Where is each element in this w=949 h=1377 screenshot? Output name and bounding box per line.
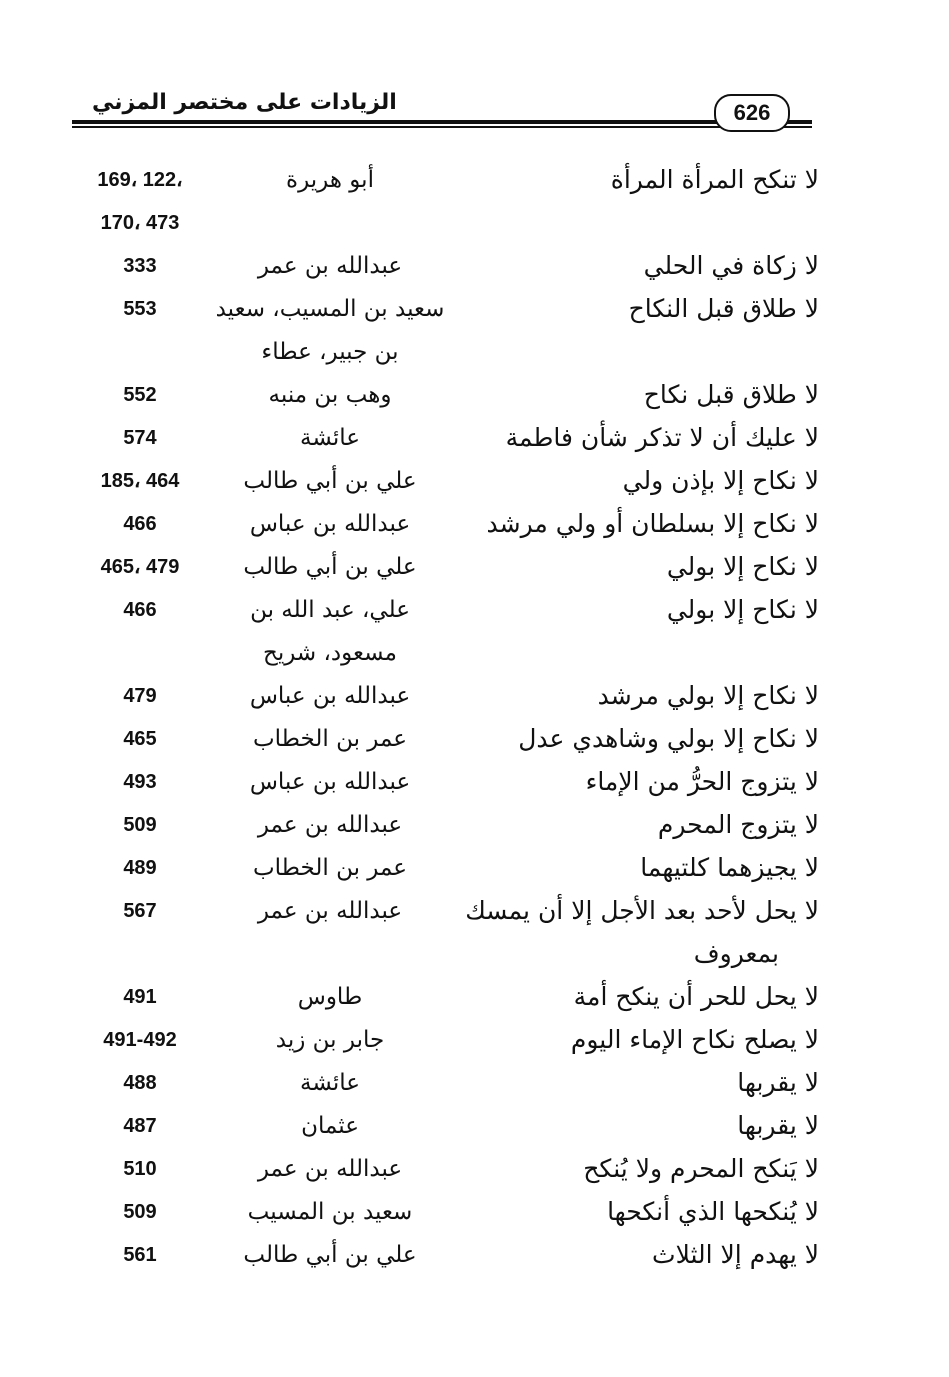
narrator-name: بن جبير، عطاء <box>261 339 399 365</box>
narrator-name: عبدالله بن عمر <box>257 898 403 924</box>
hadith-phrase: لا نكاح إلا بولي <box>666 595 819 624</box>
page-references: 333 <box>123 255 157 277</box>
narrator-name: عبدالله بن عباس <box>249 769 411 795</box>
narrator-name: وهب بن منبه <box>268 382 392 408</box>
hadith-phrase: لا يجيزهما كلتيهما <box>640 853 819 882</box>
page-references: 574 <box>123 427 157 449</box>
index-row <box>0 891 949 931</box>
index-row <box>0 504 949 544</box>
narrator-name: علي، عبد الله بن <box>250 597 410 623</box>
page-references: 466 <box>123 599 157 621</box>
hadith-phrase: لا زكاة في الحلي <box>643 251 819 280</box>
narrator-name: جابر بن زيد <box>275 1027 385 1053</box>
hadith-phrase: لا يهدم إلا الثلاث <box>652 1240 819 1269</box>
page-references: 553 <box>123 298 157 320</box>
page-references: 491-492 <box>103 1029 177 1051</box>
hadith-phrase-continuation: بمعروف <box>693 939 779 968</box>
index-row <box>0 1149 949 1189</box>
page-references: 465 <box>123 728 157 750</box>
index-row <box>0 160 949 200</box>
narrator-name: عبدالله بن عمر <box>257 253 403 279</box>
hadith-phrase: لا يقربها <box>737 1068 819 1097</box>
hadith-phrase: لا يحل لأحد بعد الأجل إلا أن يمسك <box>465 896 819 925</box>
page-references: 509 <box>123 814 157 836</box>
index-row <box>0 633 949 673</box>
page-references: 561 <box>123 1244 157 1266</box>
index-row <box>0 203 949 243</box>
hadith-phrase: لا نكاح إلا بولي <box>666 552 819 581</box>
hadith-phrase: لا يصلح نكاح الإماء اليوم <box>570 1025 819 1054</box>
index-row <box>0 246 949 286</box>
hadith-phrase: لا نكاح إلا بولي مرشد <box>597 681 819 710</box>
index-row <box>0 1235 949 1275</box>
narrator-name: عائشة <box>300 425 360 451</box>
page-references: 185، 464 <box>100 470 180 492</box>
narrator-name: مسعود، شريح <box>262 640 397 666</box>
page-references: 169، 122، <box>97 169 183 191</box>
narrator-name: سعيد بن المسيب، سعيد <box>215 296 445 322</box>
hadith-phrase: لا نكاح إلا بولي وشاهدي عدل <box>518 724 819 753</box>
hadith-phrase: لا نكاح إلا بسلطان أو ولي مرشد <box>486 509 819 538</box>
narrator-name: عبدالله بن عمر <box>257 1156 403 1182</box>
hadith-phrase: لا عليك أن لا تذكر شأن فاطمة <box>505 423 819 452</box>
page-references: 491 <box>123 986 157 1008</box>
page-references: 510 <box>123 1158 157 1180</box>
index-row <box>0 461 949 501</box>
narrator-name: علي بن أبي طالب <box>243 468 417 494</box>
page-number: 626 <box>714 94 790 132</box>
index-row <box>0 977 949 1017</box>
hadith-phrase: لا طلاق قبل نكاح <box>643 380 819 409</box>
index-row <box>0 289 949 329</box>
hadith-phrase: لا يتزوج الحرُّ من الإماء <box>585 767 819 796</box>
page-references: 170، 473 <box>100 212 180 234</box>
narrator-name: سعيد بن المسيب <box>247 1199 413 1225</box>
index-row <box>0 375 949 415</box>
narrator-name: علي بن أبي طالب <box>243 1242 417 1268</box>
index-row <box>0 1020 949 1060</box>
index-row <box>0 848 949 888</box>
index-row <box>0 676 949 716</box>
index-row <box>0 1106 949 1146</box>
hadith-phrase: لا يقربها <box>737 1111 819 1140</box>
hadith-phrase: لا يُنكحها الذي أنكحها <box>607 1197 819 1226</box>
page-references: 509 <box>123 1201 157 1223</box>
index-row <box>0 934 949 974</box>
index-row <box>0 332 949 372</box>
page-references: 466 <box>123 513 157 535</box>
hadith-phrase: لا نكاح إلا بإذن ولي <box>622 466 819 495</box>
narrator-name: عبدالله بن عباس <box>249 511 411 537</box>
page-references: 465، 479 <box>100 556 180 578</box>
index-row <box>0 418 949 458</box>
narrator-name: عبدالله بن عمر <box>257 812 403 838</box>
page-references: 552 <box>123 384 157 406</box>
index-row <box>0 719 949 759</box>
hadith-phrase: لا يَنكح المحرم ولا يُنكح <box>583 1154 819 1183</box>
page-references: 567 <box>123 900 157 922</box>
page-references: 488 <box>123 1072 157 1094</box>
narrator-name: أبو هريرة <box>286 167 374 193</box>
narrator-name: عبدالله بن عباس <box>249 683 411 709</box>
narrator-name: طاوس <box>297 984 363 1010</box>
hadith-phrase: لا يتزوج المحرم <box>657 810 819 839</box>
narrator-name: عائشة <box>300 1070 360 1096</box>
index-row <box>0 762 949 802</box>
hadith-phrase: لا طلاق قبل النكاح <box>628 294 819 323</box>
page-references: 487 <box>123 1115 157 1137</box>
page-references: 489 <box>123 857 157 879</box>
narrator-name: عثمان <box>301 1113 359 1139</box>
hadith-phrase: لا تنكح المرأة المرأة <box>610 165 819 194</box>
narrator-name: عمر بن الخطاب <box>252 855 407 881</box>
page-references: 493 <box>123 771 157 793</box>
index-row <box>0 805 949 845</box>
page-references: 479 <box>123 685 157 707</box>
index-row <box>0 547 949 587</box>
index-row <box>0 590 949 630</box>
running-title: الزيادات على مختصر المزني <box>80 90 409 115</box>
index-row <box>0 1192 949 1232</box>
hadith-phrase: لا يحل للحر أن ينكح أمة <box>573 982 819 1011</box>
narrator-name: عمر بن الخطاب <box>252 726 407 752</box>
narrator-name: علي بن أبي طالب <box>243 554 417 580</box>
index-row <box>0 1063 949 1103</box>
